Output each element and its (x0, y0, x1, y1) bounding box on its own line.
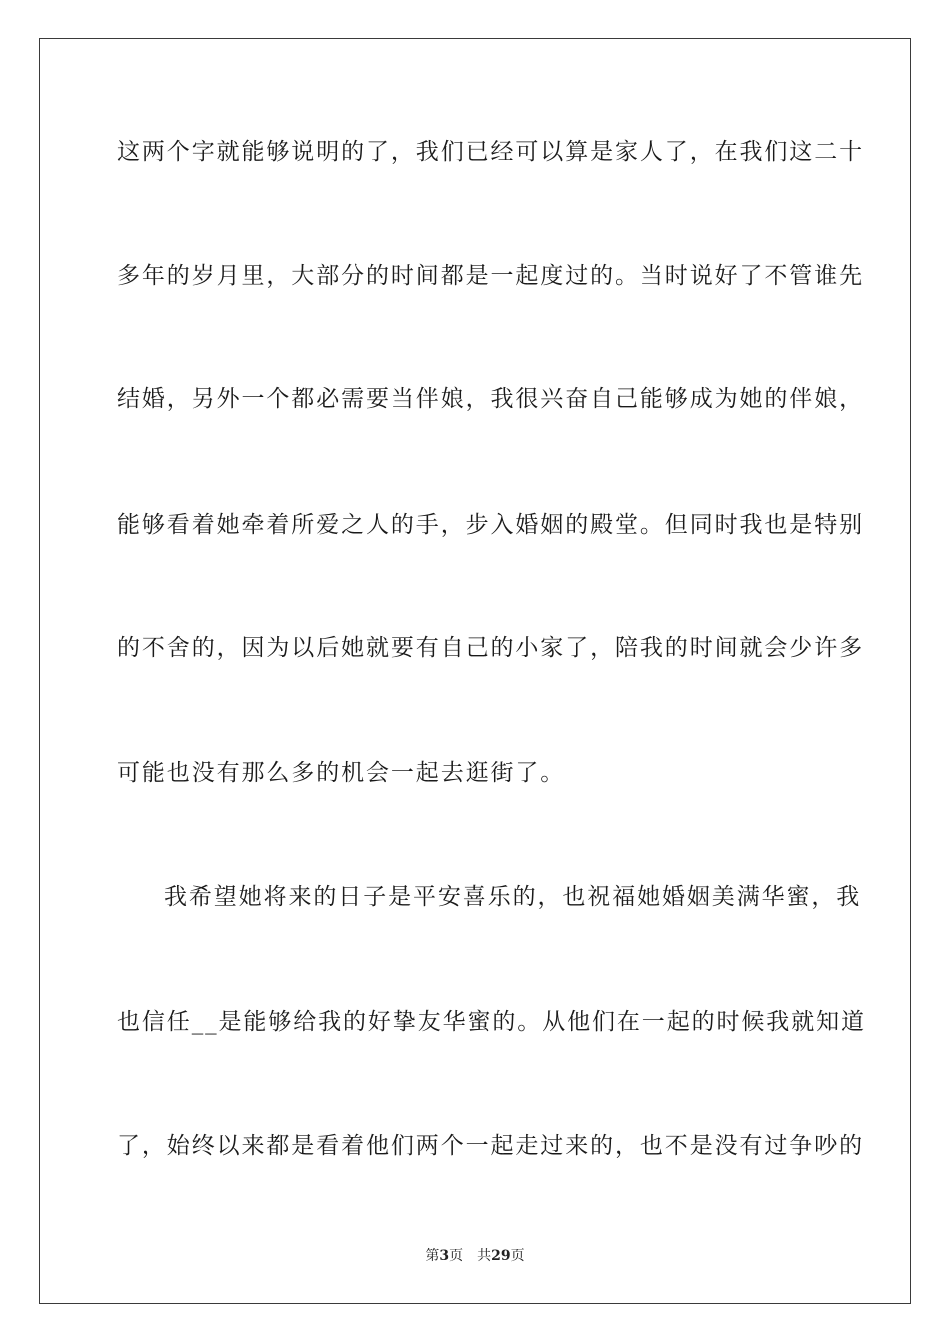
text-line-9: 了，始终以来都是看着他们两个一起走过来的，也不是没有过争吵的 (117, 1133, 864, 1159)
text-line-5: 的不舍的，因为以后她就要有自己的小家了，陪我的时间就会少许多 (117, 635, 864, 661)
paragraph-2-line-1: 我希望她将来的日子是平安喜乐的，也祝福她婚姻美满华蜜，我 (164, 884, 862, 910)
text-line-8: 也信任__是能够给我的好挚友华蜜的。从他们在一起的时候我就知道 (117, 1009, 866, 1035)
text-line-1: 这两个字就能够说明的了，我们已经可以算是家人了，在我们这二十 (117, 139, 864, 165)
footer-total-prefix: 共 (477, 1248, 492, 1264)
text-line-4: 能够看着她牵着所爱之人的手，步入婚姻的殿堂。但同时我也是特别 (117, 512, 864, 538)
page-border (39, 38, 911, 1304)
footer-page-prefix: 第 (425, 1248, 440, 1264)
footer-total-number: 29 (491, 1248, 511, 1264)
footer-page-suffix: 页 (449, 1248, 464, 1264)
footer-total-suffix: 页 (510, 1248, 525, 1264)
footer-page-number: 3 (439, 1248, 450, 1264)
page-footer (0, 1247, 950, 1265)
text-line-3: 结婚，另外一个都必需要当伴娘，我很兴奋自己能够成为她的伴娘， (117, 386, 864, 412)
text-line-6: 可能也没有那么多的机会一起去逛街了。 (117, 760, 566, 786)
text-line-2: 多年的岁月里，大部分的时间都是一起度过的。当时说好了不管谁先 (117, 263, 864, 289)
